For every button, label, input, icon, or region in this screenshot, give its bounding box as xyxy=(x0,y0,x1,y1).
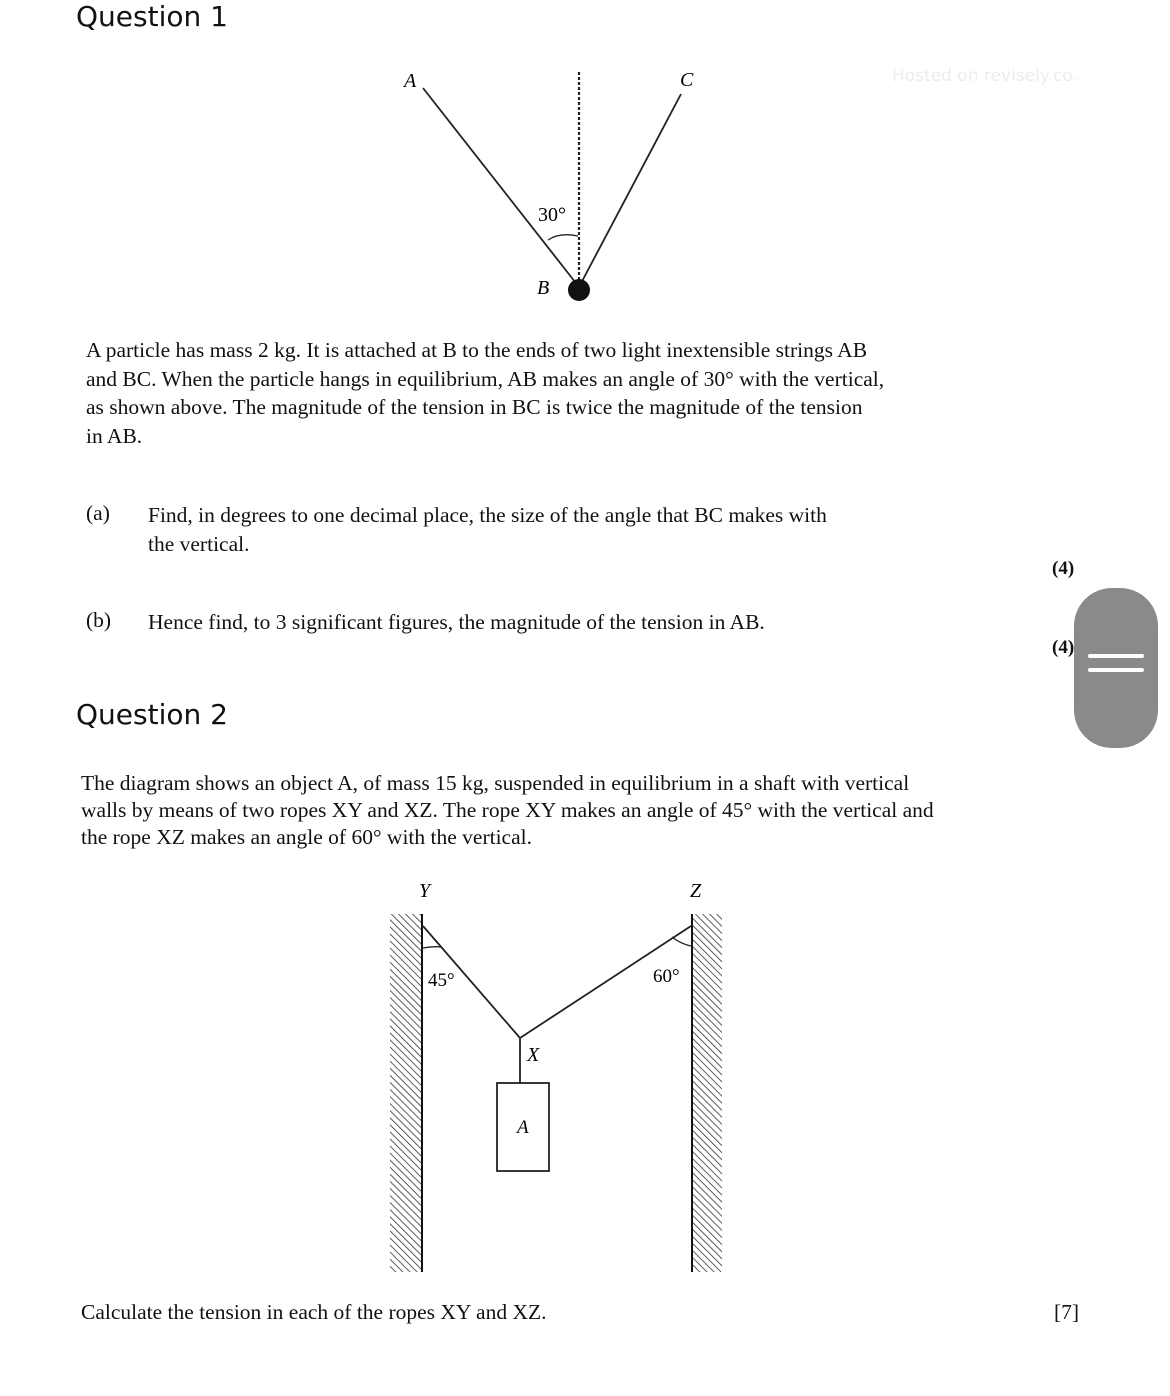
q1-part-a-marks: (4) xyxy=(1052,558,1075,579)
question-1-heading: Question 1 xyxy=(76,0,228,33)
q2-intro xyxy=(81,770,1101,851)
q1-part-b-marks: (4) xyxy=(1052,637,1075,658)
q2-diagram xyxy=(380,872,740,1282)
q1-part-b-text: Hence find, to 3 significant figures, the magnitude of the tension in AB. xyxy=(148,610,765,634)
q2-angle-y-label: 45° xyxy=(428,970,455,991)
q1-label-a: A xyxy=(404,70,417,92)
q2-label-z: Z xyxy=(690,880,702,902)
grip-line-icon xyxy=(1088,654,1144,658)
grip-line-icon xyxy=(1088,668,1144,672)
q2-label-x: X xyxy=(527,1044,540,1066)
q1-angle-label: 30° xyxy=(538,204,566,226)
q1-part-b-label: (b) xyxy=(86,608,112,632)
q1-part-a-line-2: the vertical. xyxy=(148,531,250,556)
q1-part-a-label: (a) xyxy=(86,501,110,525)
q2-angle-z-label: 60° xyxy=(653,966,680,987)
q1-intro-line-3: as shown above. The magnitude of the tension in BC is twice the magnitude of the tension xyxy=(86,395,863,419)
q2-marks: [7] xyxy=(1054,1300,1080,1324)
q1-diagram xyxy=(380,60,720,310)
q1-string-ab xyxy=(423,88,579,287)
watermark: Hosted on revisely.co. xyxy=(892,66,1078,86)
q2-intro-line-3: the rope XZ makes an angle of 60° with the vertical. xyxy=(81,825,532,849)
q2-label-a: A xyxy=(517,1117,529,1138)
q2-intro-line-2: walls by means of two ropes XY and XZ. The rope XY makes an angle of 45° with the vertical and xyxy=(81,798,934,822)
q1-particle xyxy=(568,279,590,301)
q2-label-y: Y xyxy=(419,880,431,902)
q1-label-b: B xyxy=(537,277,550,299)
q1-string-bc xyxy=(579,94,681,287)
q2-angle-arc-z xyxy=(672,937,691,946)
q1-angle-arc xyxy=(548,235,578,240)
q1-intro-line-1: A particle has mass 2 kg. It is attached at B to the ends of two light inextensible strings AB xyxy=(86,338,868,362)
q1-intro-line-4: in AB. xyxy=(86,423,143,448)
q2-task: Calculate the tension in each of the ropes XY and XZ. xyxy=(81,1300,547,1324)
q1-intro xyxy=(86,336,1046,450)
q2-right-wall-hatch xyxy=(692,914,722,1272)
question-2-heading: Question 2 xyxy=(76,698,228,731)
q2-left-wall-hatch xyxy=(390,914,422,1272)
q1-part-a-text xyxy=(148,501,1008,558)
q1-part-a-line-1: Find, in degrees to one decimal place, the size of the angle that BC makes with xyxy=(148,503,827,527)
q1-intro-line-2: and BC. When the particle hangs in equilibrium, AB makes an angle of 30° with the vertical, xyxy=(86,366,885,391)
q2-intro-line-1: The diagram shows an object A, of mass 15 kg, suspended in equilibrium in a shaft with vertical xyxy=(81,771,910,795)
scroll-handle[interactable] xyxy=(1074,588,1158,748)
q2-angle-arc-y xyxy=(423,947,442,948)
q1-label-c: C xyxy=(680,69,694,91)
